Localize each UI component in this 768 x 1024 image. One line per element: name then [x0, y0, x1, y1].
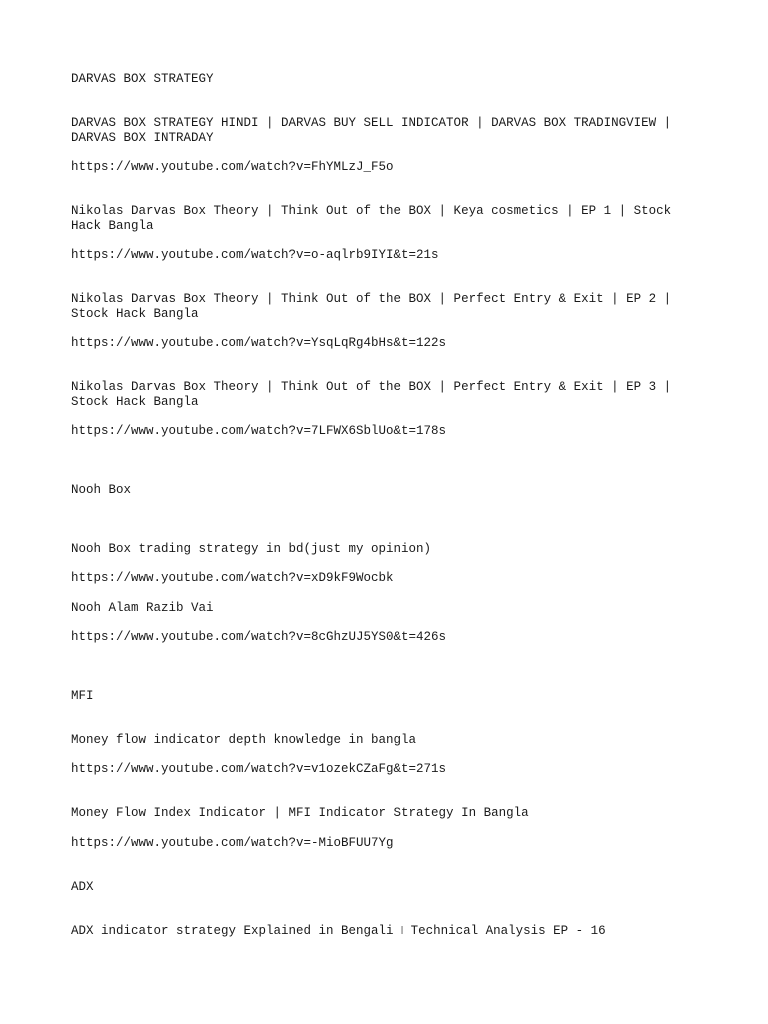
- video-link[interactable]: https://www.youtube.com/watch?v=YsqLqRg4bHs&t=122s: [71, 336, 447, 350]
- video-link[interactable]: https://www.youtube.com/watch?v=xD9kF9Wocbk: [71, 571, 394, 585]
- video-title: Nooh Alam Razib Vai: [71, 601, 214, 615]
- video-title: Money Flow Index Indicator | MFI Indicator Strategy In Bangla: [71, 806, 529, 820]
- video-link[interactable]: https://www.youtube.com/watch?v=o-aqlrb9IYI&t=21s: [71, 248, 439, 262]
- video-title: Nikolas Darvas Box Theory | Think Out of the BOX | Keya cosmetics | EP 1 | Stock Hack Bangla: [71, 204, 679, 233]
- video-link[interactable]: https://www.youtube.com/watch?v=8cGhzUJ5YS0&t=426s: [71, 630, 447, 644]
- video-title: ADX indicator strategy Explained in Bengali ৷ Technical Analysis EP - 16: [71, 924, 606, 938]
- video-title: Money flow indicator depth knowledge in bangla: [71, 733, 417, 747]
- section-heading-darvas: DARVAS BOX STRATEGY: [71, 72, 214, 86]
- video-link[interactable]: https://www.youtube.com/watch?v=v1ozekCZaFg&t=271s: [71, 762, 447, 776]
- video-title: Nooh Box trading strategy in bd(just my opinion): [71, 542, 432, 556]
- video-link[interactable]: https://www.youtube.com/watch?v=7LFWX6SblUo&t=178s: [71, 424, 447, 438]
- section-heading-mfi: MFI: [71, 689, 94, 703]
- video-link[interactable]: https://www.youtube.com/watch?v=-MioBFUU7Yg: [71, 836, 394, 850]
- video-title: Nikolas Darvas Box Theory | Think Out of the BOX | Perfect Entry & Exit | EP 2 | Stock Hack Bangla: [71, 292, 679, 321]
- section-heading-nooh: Nooh Box: [71, 483, 132, 497]
- video-title: DARVAS BOX STRATEGY HINDI | DARVAS BUY SELL INDICATOR | DARVAS BOX TRADINGVIEW | DARVAS BOX INTRADAY: [71, 116, 679, 145]
- section-heading-adx: ADX: [71, 880, 94, 894]
- video-link[interactable]: https://www.youtube.com/watch?v=FhYMLzJ_F5o: [71, 160, 394, 174]
- video-title: Nikolas Darvas Box Theory | Think Out of the BOX | Perfect Entry & Exit | EP 3 | Stock Hack Bangla: [71, 380, 679, 409]
